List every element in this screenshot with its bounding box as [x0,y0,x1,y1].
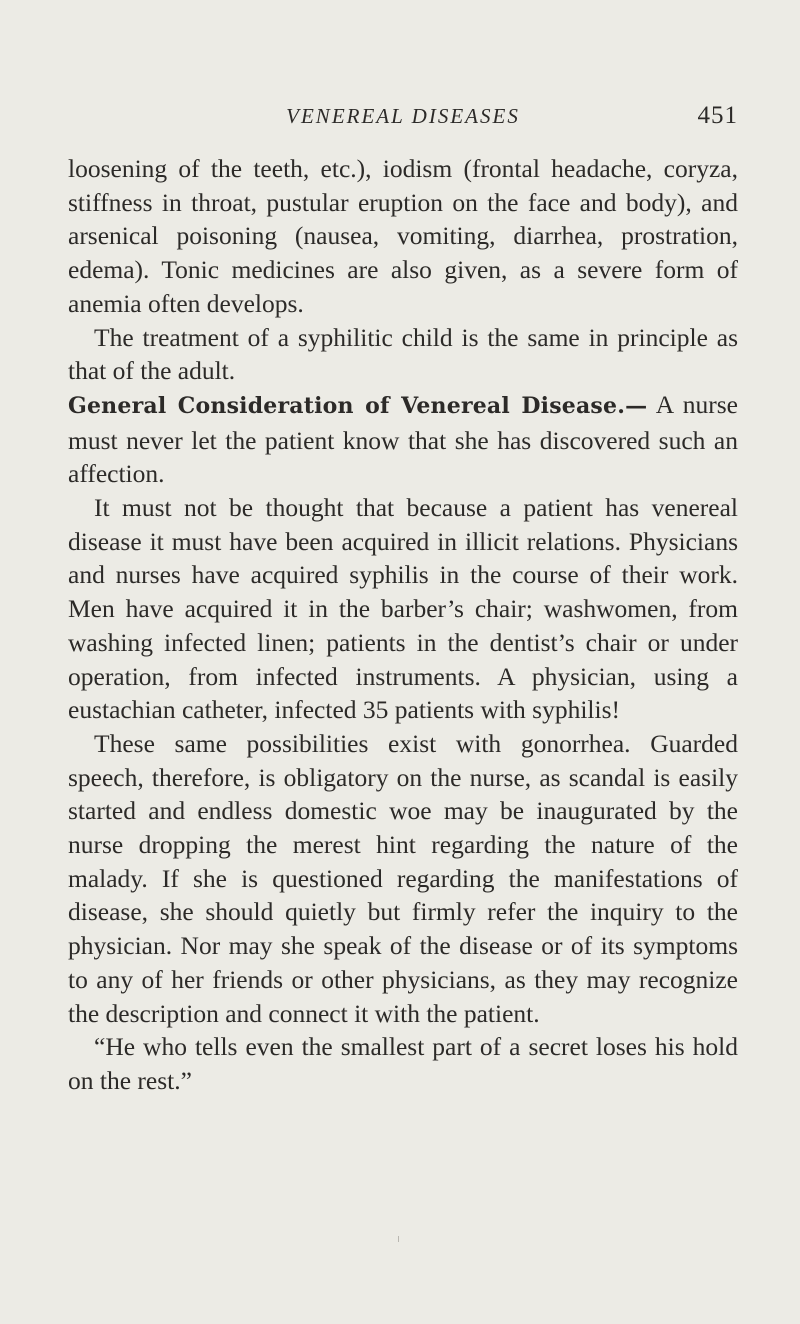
running-title: VENEREAL DISEASES [286,104,520,128]
paragraph-acquisition: It must not be thought that because a patient has venereal disease it must have been acquired in illicit relations. Physicians and nurses have acquired syphilis in the course of their work. Men have acquired it in the barber’s chair; washwomen, from washing infected linen; patients in the dentist’s chair or under operation, from infected instruments. A physician, using a eustachian catheter, infected 35 patients with syphilis! [68,493,738,725]
paragraph-guarded-speech: These same possibilities exist with gonorrhea. Guarded speech, therefore, is obligatory on the nurse, as scandal is easily started and endless domestic woe may be inaugurated by the nurse dropping the merest hint regarding the nature of the malady. If she is questioned regarding the manifestations of disease, she should quietly but firmly refer the inquiry to the physician. Nor may she speak of the disease or of its symptoms to any of her friends or other physicians, as they may recognize the description and connect it with the patient. [68,728,738,1028]
running-header [68,100,738,140]
paragraph-continuation: loosening of the teeth, etc.), iodism (frontal headache, coryza, stiffness in throat, pustular eruption on the face and body), and arsenical poisoning (nausea, vomiting, diarrhea, prostration, edema). Tonic medicines are also given, as a severe form of anemia often develops. [68,154,738,318]
paragraph-quote: “He who tells even the smallest part of a secret loses his hold on the rest.” [68,1032,738,1095]
body-text [68,152,738,1098]
page-number: 451 [697,102,738,129]
paper-speck [398,1236,399,1242]
heading-dash: — [625,392,648,419]
section-heading: General Consideration of Venereal Disease. [68,392,626,419]
paragraph-syphilitic-child: The treatment of a syphilitic child is the same in principle as that of the adult. [68,322,738,386]
paragraph-general-consideration [68,388,738,491]
section-heading-text: A nurse must never let the patient know that she has discovered such an affection. [68,389,738,489]
